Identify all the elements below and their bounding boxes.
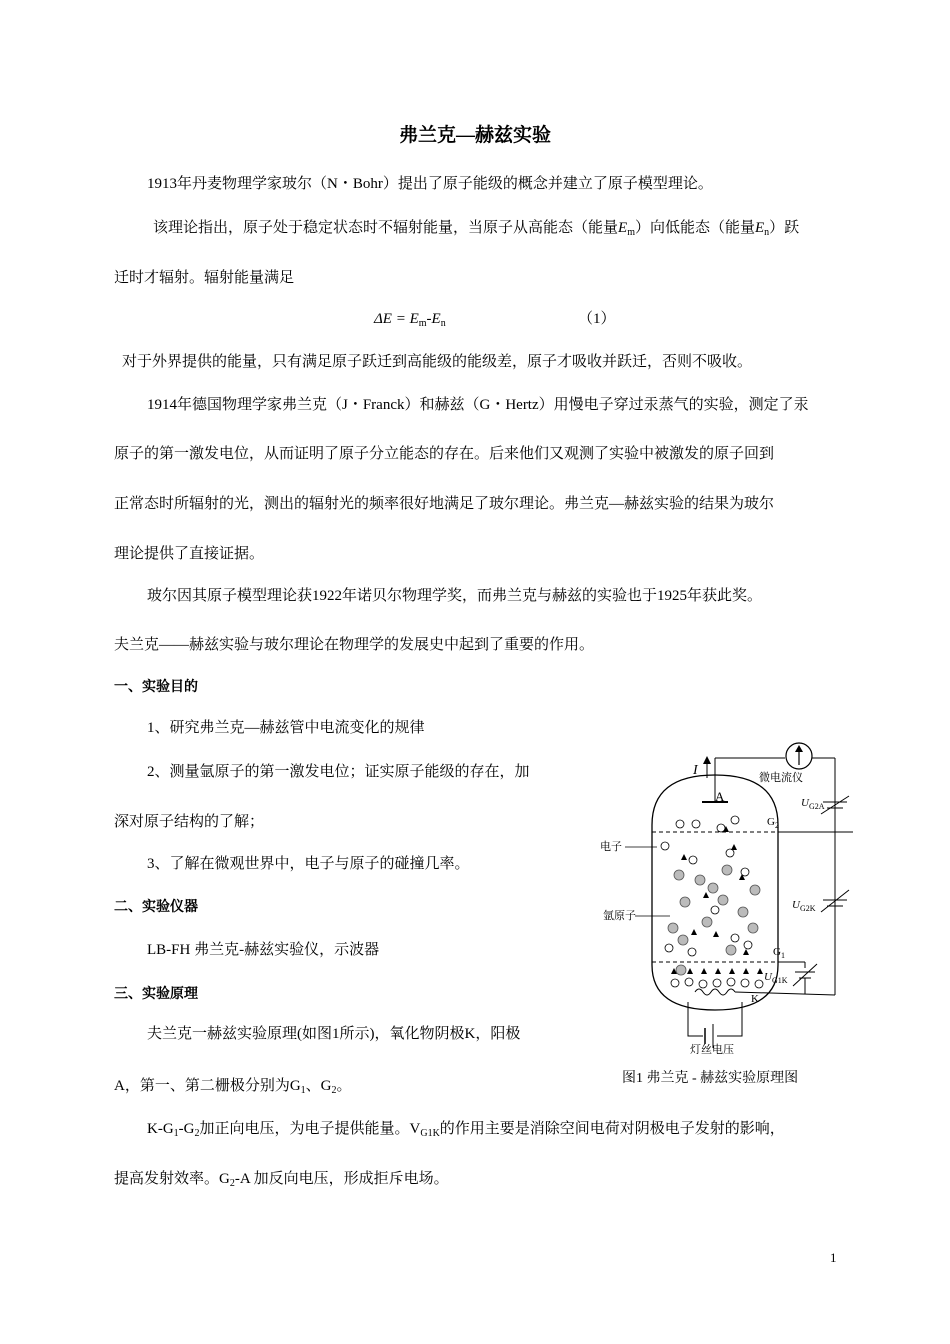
- intro-paragraph-5-line-2: 夫兰克——赫兹实验与玻尔理论在物理学的发展史中起到了重要的作用。: [114, 637, 595, 653]
- section-1-item-3: 3、了解在微观世界中，电子与原子的碰撞几率。: [147, 856, 470, 872]
- source-ug1k-icon: [793, 962, 817, 994]
- intro-paragraph-4-line-3: 正常态时所辐射的光，测出的辐射光的频率很好地满足了玻尔理论。弗兰克—赫兹实验的结果为玻尔: [114, 496, 775, 512]
- section-1-heading: 一、实验目的: [114, 679, 198, 695]
- label-anode: A: [715, 789, 725, 804]
- page-number: 1: [830, 1250, 837, 1265]
- diagram-svg: [595, 740, 855, 1060]
- intro-paragraph-2-line-2: 迁时才辐射。辐射能量满足: [114, 270, 295, 286]
- intro-paragraph-4-line-4: 理论提供了直接证据。: [114, 546, 265, 562]
- formula-number: （1）: [578, 311, 616, 327]
- label-ug2k: $U_{G2K}$: [792, 899, 816, 913]
- section-1-item-2: 2、测量氩原子的第一激发电位；证实原子能级的存在，加: [147, 764, 530, 780]
- figure-caption: 图1 弗兰克 - 赫兹实验原理图: [622, 1071, 799, 1086]
- page-title: 弗兰克—赫兹实验: [398, 125, 551, 146]
- label-electron: 电子: [600, 841, 622, 853]
- section-3-paragraph-1: 夫兰克一赫兹实验原理(如图1所示)，氧化物阴极K，阳极: [147, 1026, 521, 1042]
- section-3-paragraph-1-line-2: A，第一、第二栅极分别为$G_1$、$G_2$。: [114, 1078, 352, 1096]
- cathode-filament: [695, 989, 735, 995]
- intro-paragraph-4-line-2: 原子的第一激发电位，从而证明了原子分立能态的存在。后来他们又观测了实验中被激发的原子回到: [114, 446, 775, 462]
- section-1-item-1: 1、研究弗兰克—赫兹管中电流变化的规律: [147, 720, 425, 736]
- intro-paragraph-3: 对于外界提供的能量，只有满足原子跃迁到高能级的能级差，原子才吸收并跃迁，否则不吸收。: [122, 354, 753, 370]
- intro-paragraph-4-line-1: 1914年德国物理学家弗兰克（J・Franck）和赫兹（G・Hertz）用慢电子穿过汞蒸气的实验，测定了汞: [147, 397, 809, 413]
- label-argon: 氩原子: [603, 910, 636, 922]
- section-1-item-2-line-2: 深对原子结构的了解；: [114, 814, 265, 830]
- intro-paragraph-1: 1913年丹麦物理学家玻尔（N・Bohr）提出了原子能级的概念并建立了原子模型理论。: [147, 176, 713, 192]
- label-ug2a: $U_{G2A}$: [801, 797, 825, 811]
- label-g2: $G_2$: [767, 816, 779, 830]
- section-2-heading: 二、实验仪器: [114, 899, 198, 915]
- label-ug1k: $U_{G1K}$: [764, 971, 788, 985]
- label-current: I: [693, 763, 698, 778]
- label-filament-voltage: 灯丝电压: [690, 1044, 734, 1056]
- label-g1: $G_1$: [773, 946, 785, 960]
- section-2-item: LB-FH 弗兰克-赫兹实验仪，示波器: [147, 942, 380, 958]
- formula: $\Delta E = E_m-E_n$: [374, 311, 446, 329]
- section-3-heading: 三、实验原理: [114, 986, 198, 1002]
- label-cathode: K: [751, 993, 759, 1005]
- franck-hertz-diagram: [595, 740, 855, 1086]
- intro-paragraph-5-line-1: 玻尔因其原子模型理论获1922年诺贝尔物理学奖，而弗兰克与赫兹的实验也于1925年获此奖。: [147, 588, 763, 604]
- section-3-paragraph-2: $K-G_1-G_2$加正向电压，为电子提供能量。$V_{G1K}$的作用主要是消除空间电荷对阴极电子发射的影响，: [147, 1121, 785, 1139]
- label-microammeter: 微电流仪: [759, 772, 803, 784]
- intro-paragraph-2: 该理论指出，原子处于稳定状态时不辐射能量，当原子从高能态（能量$E_m$）向低能态（能量$E_n$）跃: [153, 220, 800, 238]
- argon-atoms: [668, 865, 760, 975]
- section-3-paragraph-2-line-2: 提高发射效率。$G_2-A$ 加反向电压，形成拒斥电场。: [114, 1171, 449, 1189]
